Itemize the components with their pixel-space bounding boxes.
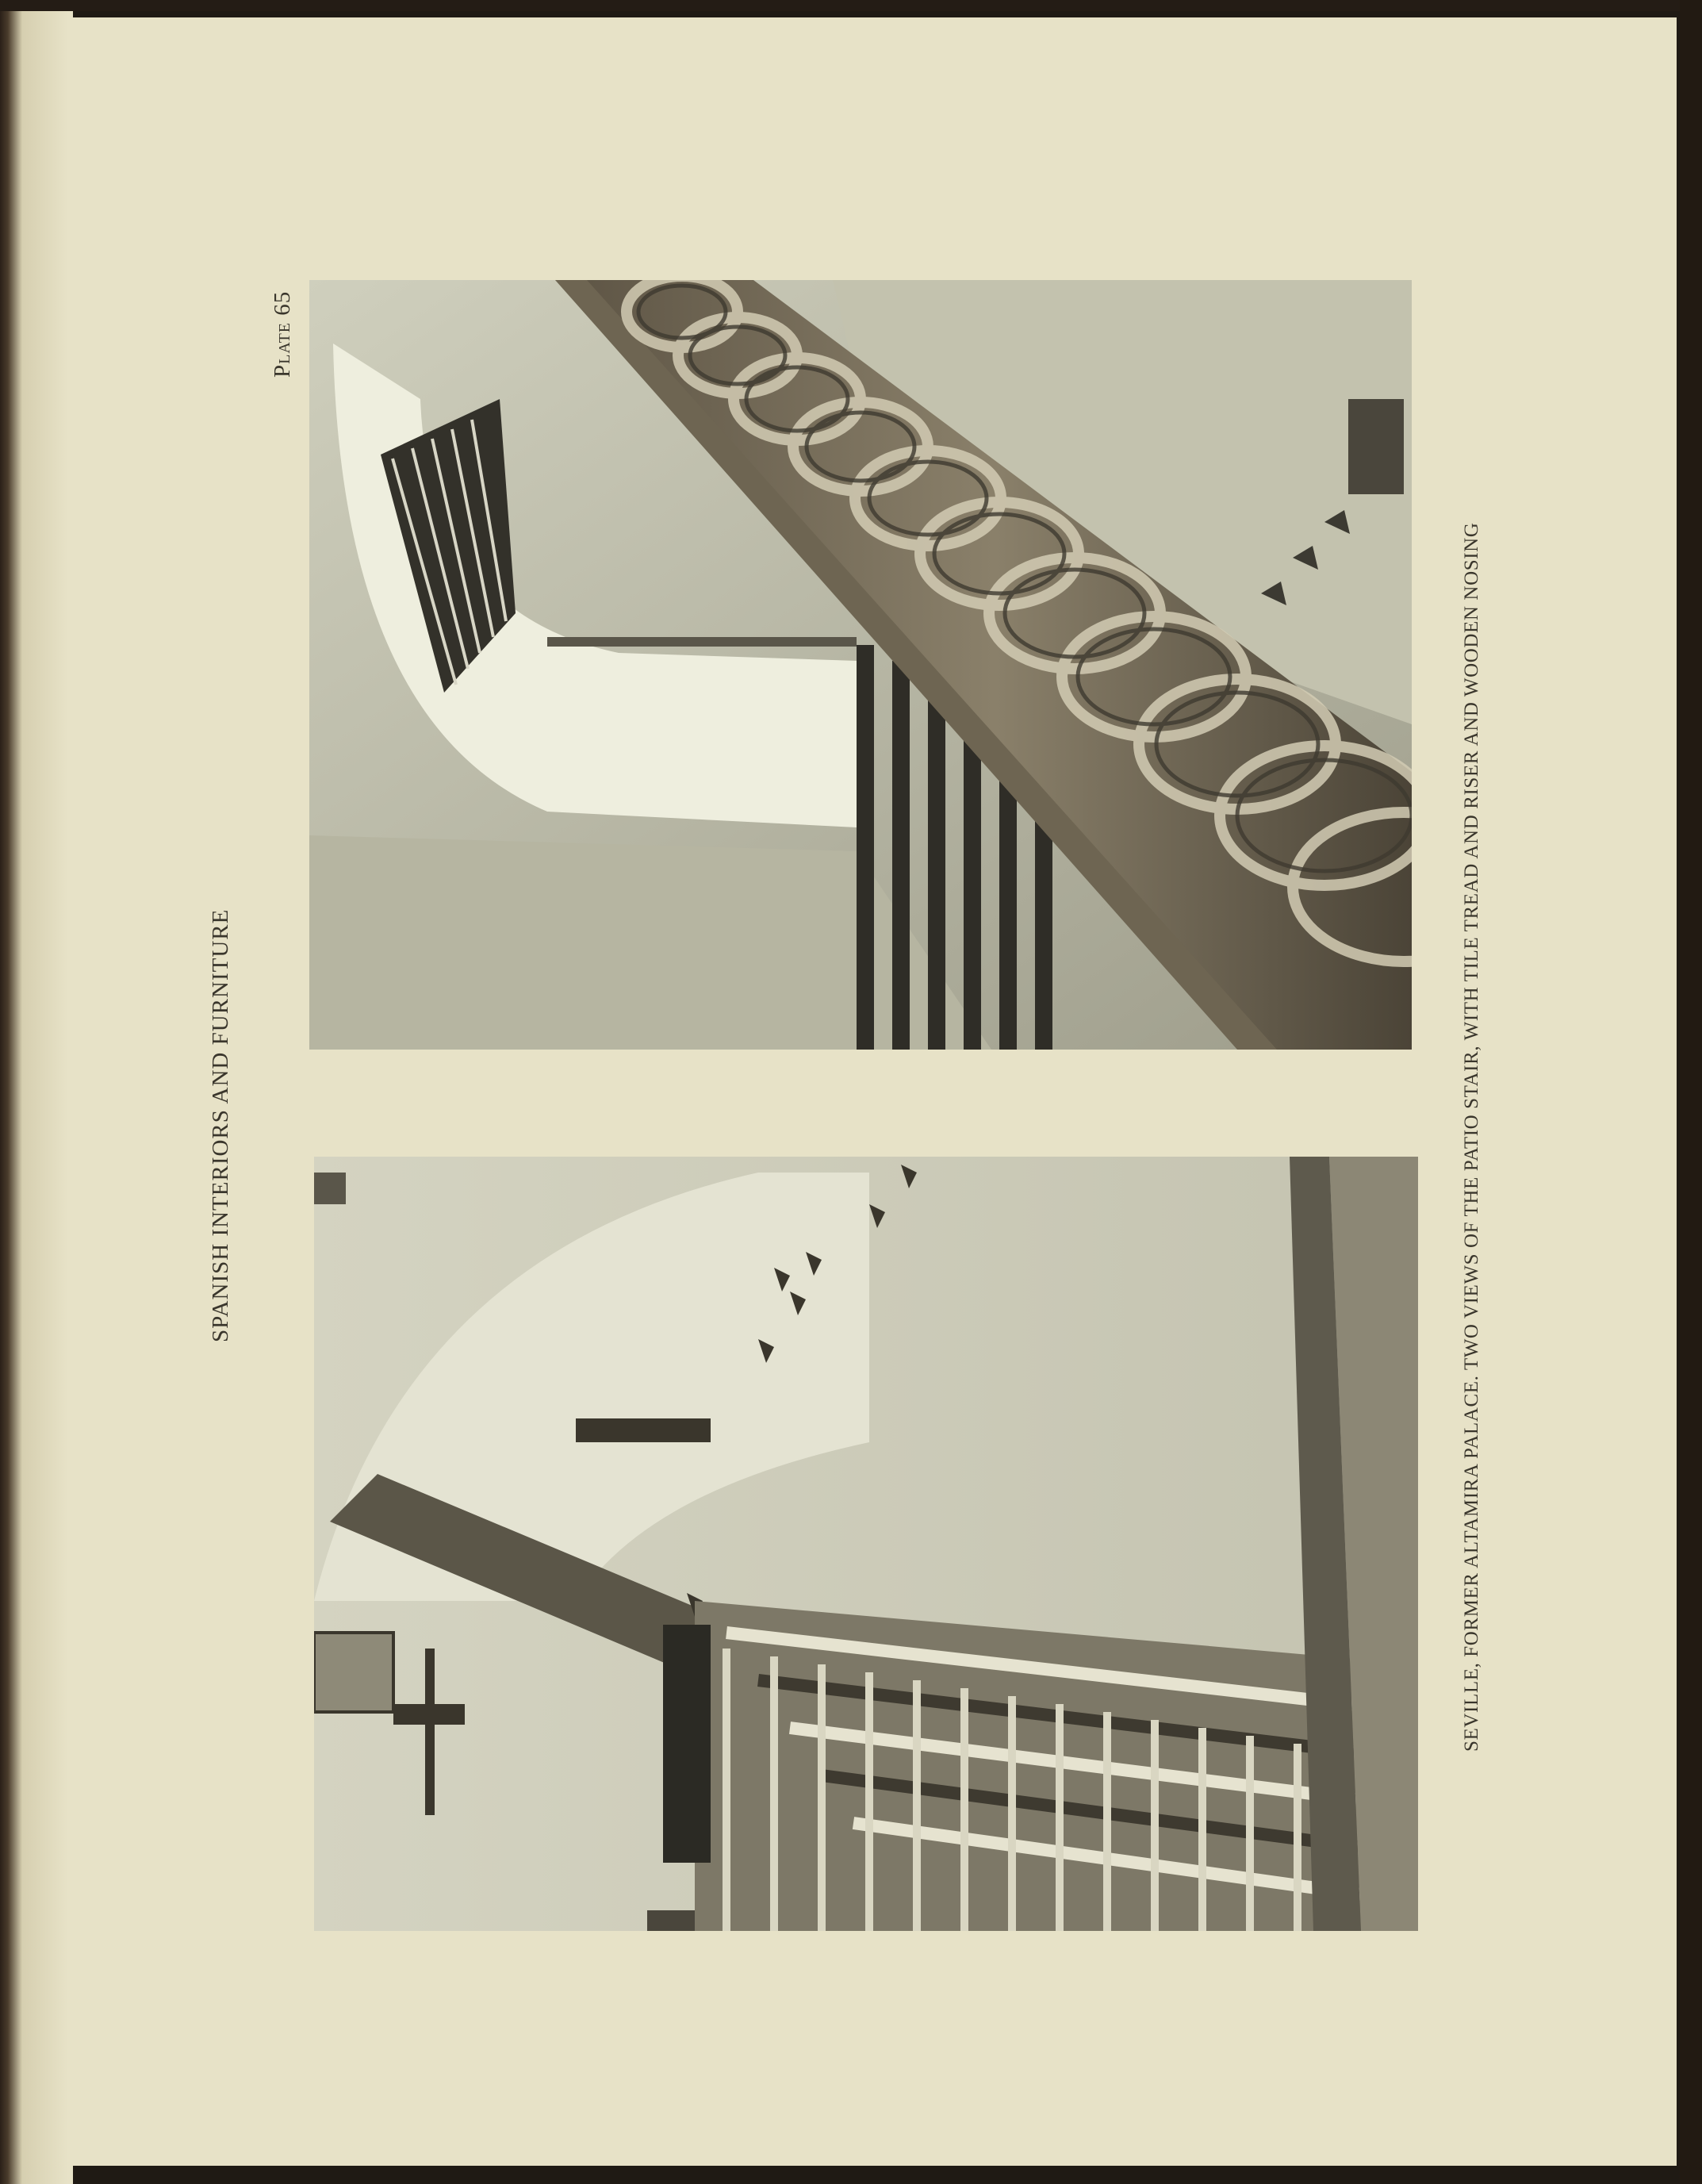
- running-head: SPANISH INTERIORS AND FURNITURE: [208, 908, 233, 1342]
- book-gutter: [0, 0, 73, 2184]
- photo-stair-railing: [309, 280, 1412, 1050]
- photo-patio-stair: [314, 1157, 1418, 1931]
- top-edge: [0, 0, 1702, 11]
- stair-illustration: [314, 1157, 1418, 1931]
- plate-label: Plate 65: [270, 290, 295, 378]
- plate-caption: SEVILLE, FORMER ALTAMIRA PALACE. TWO VIEWS OF THE PATIO STAIR, WITH TILE TREAD AND RISER AND WOODEN NOSING: [1461, 522, 1482, 1752]
- railing-illustration: [309, 280, 1412, 1050]
- right-edge: [1680, 0, 1702, 2184]
